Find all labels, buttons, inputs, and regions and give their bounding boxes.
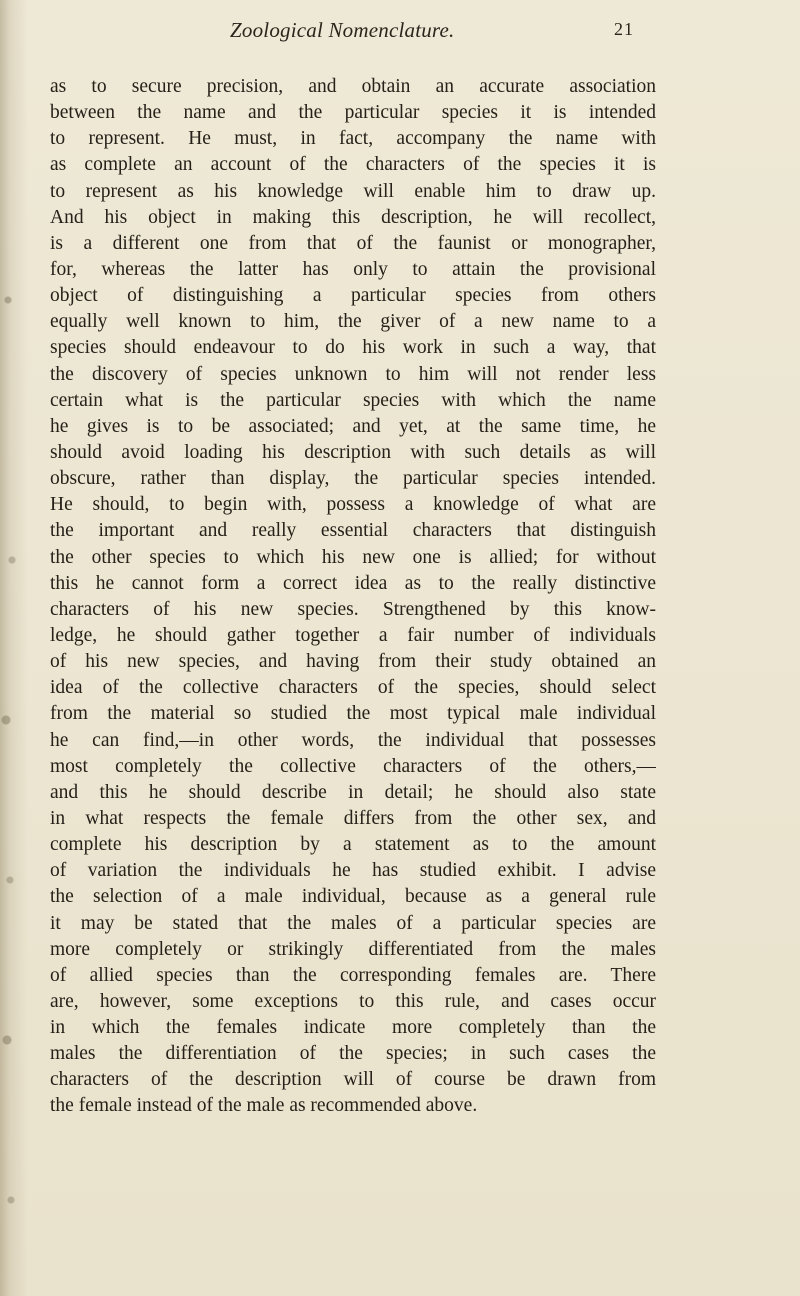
text-line: certain what is the particular species with which the name — [50, 389, 656, 411]
text-line: the female instead of the male as recommended above. — [50, 1095, 478, 1117]
text-line: And his object in making this description, he will recollect, — [50, 206, 656, 228]
text-line: should avoid loading his description with such details as will — [50, 441, 656, 463]
running-head — [0, 18, 800, 48]
text-line: in what respects the female differs from the other sex, and — [50, 807, 656, 829]
text-line: males the differentiation of the species; in such cases the — [50, 1043, 656, 1065]
text-line: he gives is to be associated; and yet, at the same time, he — [50, 415, 656, 437]
text-line: he can find,—in other words, the individual that possesses — [50, 729, 656, 751]
text-line: object of distinguishing a particular species from others — [50, 285, 656, 307]
text-line: and this he should describe in detail; he should also state — [50, 781, 656, 803]
text-line: are, however, some exceptions to this rule, and cases occur — [50, 990, 656, 1012]
text-line: the other species to which his new one is allied; for without — [50, 546, 656, 568]
text-line: of variation the individuals he has studied exhibit. I advise — [50, 860, 656, 882]
text-line: complete his description by a statement as to the amount — [50, 834, 656, 856]
text-line: between the name and the particular species it is intended — [50, 102, 656, 124]
text-line: as complete an account of the characters of the species it is — [50, 154, 656, 176]
text-line: for, whereas the latter has only to attain the provisional — [50, 258, 656, 280]
text-line: in which the females indicate more completely than the — [50, 1017, 656, 1039]
text-line: species should endeavour to do his work in such a way, that — [50, 337, 656, 359]
text-line: as to secure precision, and obtain an accurate association — [50, 76, 656, 97]
running-title: Zoological Nomenclature. — [230, 18, 455, 42]
text-line: equally well known to him, the giver of a new name to a — [50, 311, 656, 333]
text-line: characters of his new species. Strengthened by this know- — [50, 598, 656, 620]
text-line: to represent as his knowledge will enable him to draw up. — [50, 180, 656, 202]
text-line: idea of the collective characters of the species, should select — [50, 677, 656, 699]
text-line: characters of the description will of course be drawn from — [50, 1069, 656, 1091]
page-number: 21 — [614, 19, 634, 39]
text-line: the discovery of species unknown to him will not render less — [50, 363, 656, 385]
text-line: of his new species, and having from their study obtained an — [50, 651, 656, 673]
text-line: from the material so studied the most typical male individual — [50, 703, 656, 725]
text-line: most completely the collective characters of the others,— — [50, 755, 656, 777]
text-line: this he cannot form a correct idea as to the really distinctive — [50, 572, 656, 594]
text-line: ledge, he should gather together a fair number of individuals — [50, 624, 656, 646]
text-line: the important and really essential characters that distinguish — [50, 520, 656, 542]
text-line: more completely or strikingly differentiated from the males — [50, 938, 656, 960]
text-line: is a different one from that of the faunist or monographer, — [50, 232, 656, 254]
text-line: the selection of a male individual, because as a general rule — [50, 886, 656, 908]
text-line: obscure, rather than display, the particular species intended. — [50, 468, 656, 490]
body-paragraph — [50, 74, 656, 1120]
text-line: He should, to begin with, possess a knowledge of what are — [50, 494, 656, 516]
text-line: it may be stated that the males of a particular species are — [50, 912, 656, 934]
text-line: to represent. He must, in fact, accompany the name with — [50, 128, 656, 150]
text-line: of allied species than the corresponding females are. There — [50, 964, 656, 986]
page-edge-foxing — [0, 0, 22, 1296]
